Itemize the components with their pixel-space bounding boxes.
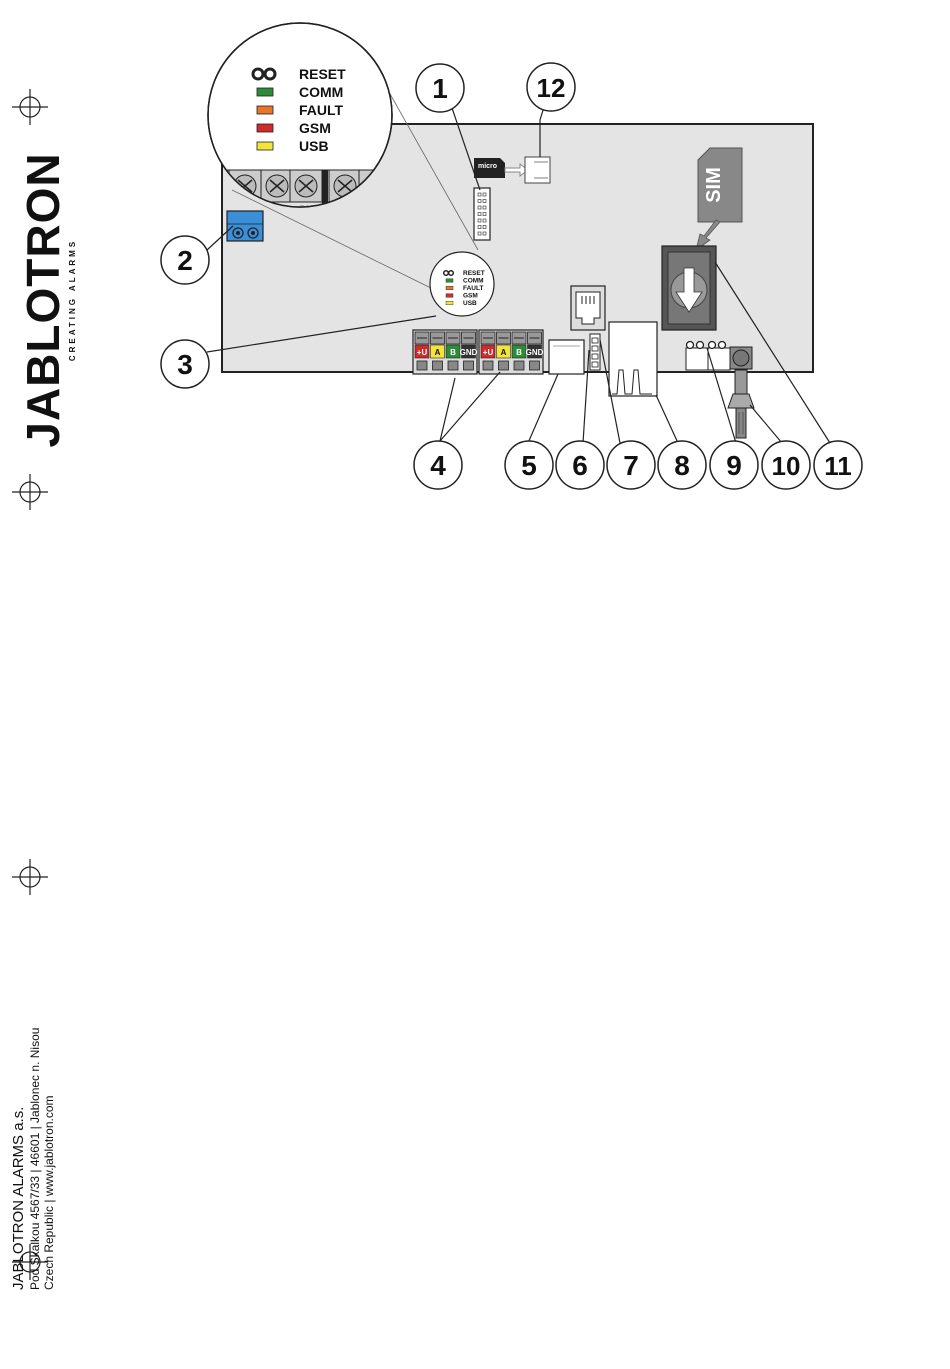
jumper-connectors [686,342,730,371]
ethernet-socket [609,322,657,396]
callout-11 [814,441,862,489]
callout-4 [414,441,462,489]
terminal-label: GND [459,348,478,357]
jablotron-logo [17,90,80,510]
antenna-connector [728,347,754,438]
terminal-label: +U [482,348,494,357]
callout-9 [710,441,758,489]
terminal-block-1 [413,330,478,374]
legend-label: COMM [299,84,344,100]
microsd-label: micro [478,163,498,170]
terminal-label: A [434,348,441,357]
terminal-label: B [450,348,456,357]
small-legend-label: COMM [463,277,484,285]
terminal-block-2 [479,330,544,374]
legend-label: FAULT [299,102,344,118]
callout-number: 7 [623,450,639,481]
callout-3 [161,340,209,388]
callout-10 [762,441,810,489]
callout-5 [505,441,553,489]
terminal-label: B [516,348,522,357]
callout-number: 11 [824,451,852,481]
legend-label: USB [299,138,329,154]
sim-label: SIM [703,167,725,203]
callout-number: 2 [177,245,193,276]
legend-label: RESET [299,66,346,82]
callout-number: 8 [674,450,690,481]
callout-12 [527,63,575,111]
callout-number: 1 [432,73,448,104]
led-swatch [257,142,273,150]
terminal-label: A [500,348,507,357]
legend-label: GSM [299,120,331,136]
company-address [10,890,90,1290]
pin-strip [590,334,600,370]
callout-number: 4 [430,450,446,481]
callout-number: 9 [726,450,742,481]
small-legend-label: FAULT [463,285,484,293]
address-line-2: Czech Republic | www.jablotron.com [42,1095,56,1290]
small-legend-label: USB [463,300,477,308]
callout-7 [607,441,655,489]
callout-number: 5 [521,450,537,481]
led-indicator-small [430,252,494,316]
callout-number: 10 [771,451,801,481]
rj-connector [571,286,605,330]
sim-holder [662,246,716,330]
terminal-label: +U [416,348,428,357]
logo-tagline: CREATING ALARMS [68,238,77,362]
small-legend-label: RESET [463,270,485,278]
address-company: JABLOTRON ALARMS a.s. [10,1106,27,1290]
callout-number: 6 [572,450,588,481]
led-swatch [257,106,273,114]
callout-2 [161,236,209,284]
logo-wordmark: JABLOTRON [17,152,69,448]
callout-number: 12 [536,73,566,103]
callout-1 [416,64,464,112]
callout-6 [556,441,604,489]
led-swatch [257,88,273,96]
led-swatch [257,124,273,132]
small-legend-label: GSM [463,292,478,300]
callout-number: 3 [177,349,193,380]
callout-8 [658,441,706,489]
terminal-label: GND [525,348,544,357]
pin-header [474,188,490,240]
usb-socket [549,340,584,374]
address-line-1: Pod Skalkou 4567/33 | 46601 | Jablonec n. Nisou [28,1027,42,1290]
